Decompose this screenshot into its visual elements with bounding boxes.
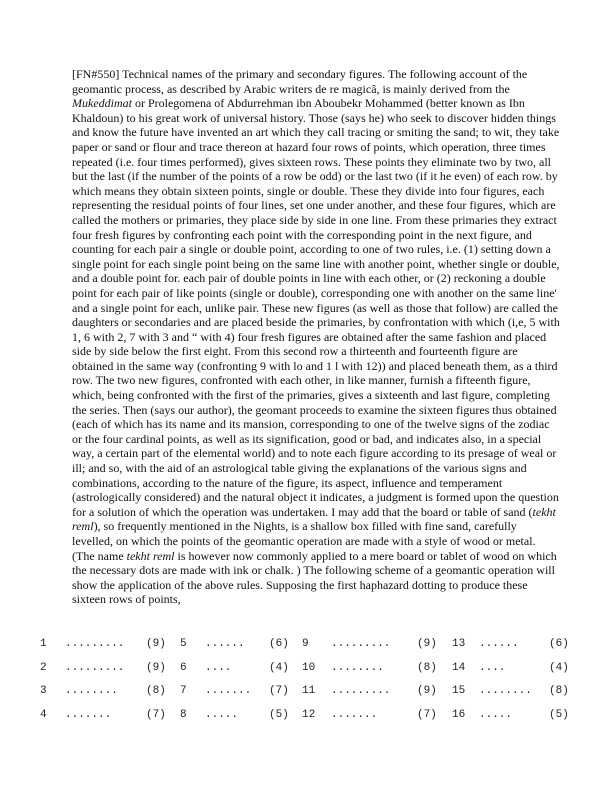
footnote-italic-title: Mukeddimat xyxy=(72,96,132,111)
figure-dots: ......... xyxy=(331,638,391,650)
figure-dots: ....... xyxy=(65,708,112,721)
figure-count: (7) xyxy=(146,708,166,721)
figure-count: (8) xyxy=(146,685,166,697)
figure-dots: .... xyxy=(479,661,506,674)
figure-dots: ..... xyxy=(205,708,239,721)
figure-number: 2 xyxy=(40,661,47,674)
figure-number: 9 xyxy=(302,638,309,650)
figure-number: 7 xyxy=(180,685,187,697)
footnote-text: or Prolegomena of Abdurrehman ibn Aboubekr Mohammed (better known as Ibn Khaldoun) to his great work of universal history. Those (says he) who seek to discover hidden things and know the future have invented an art which they call tracing or smiting the sand; to wit, they take paper or sand or flour and trace thereon at hazard four rows of points, which operation, three times repeated (i.e. four times performed), gives sixteen rows. These points they eliminate two by two, all but the last (if the number of the points of a row be odd) or the last two (if it he even) of each row. by which means they obtain sixteen points, single or double. These they divide into four figures, each representing the residual points of four lines, set one under another, and these four figures, which are called the mothers or primaries, they place side by side in one line. From these primaries they extract four fresh figures by confronting each point with the corresponding point in the next figure, and counting for each pair a single or double point, according to one of two rules, i.e. (1) setting down a single point for each single point being on the same line with another point, whether single or double, and a double point for. each pair of double points in line with each other, or (2) reckoning a double point for each pair of like points (single or double), corresponding one with another on the same line' and a single point for each, unlike pair. These new figures (as well as those that follow) are called the daughters or secondaries and are placed beside the primaries, by confrontation with which (i,e, 5 with 1, 6 with 2, 7 with 3 and “ with 4) four fresh figures are obtained after the same fashion and placed side by side below the first eight. From this second row a thirteenth and fourteenth figure are obtained in the same way (confronting 9 with lo and 1 l with 12)) and placed beneath them, as a third row. The two new figures, confronted with each other, in like manner, furnish a fifteenth figure, which, being confronted with the first of the primaries, gives a sixteenth and last figure, completing the series. Then (says our author), the geomant proceeds to examine the sixteen figures thus obtained (each of which has its name and its mansion, corresponding to one of the twelve signs of the zodiac or the four cardinal points, as well as its signification, good or bad, and indicates also, in a special way, a certain part of the elemental world) and to note each figure according to its presage of weal or ill; and so, with the aid of an astrological table giving the explanations of the various signs and combinations, according to the nature of the figure, its aspect, influence and temperament (astrologically considered) and the natural object it indicates, a judgment is formed upon the question for a solution of which the operation was undertaken. I may add that the board or table of sand ( xyxy=(72,96,560,519)
figure-count: (9) xyxy=(146,661,166,674)
figure-dots: ....... xyxy=(331,708,378,721)
figure-number: 16 xyxy=(452,708,466,721)
figure-number: 8 xyxy=(180,708,187,721)
figure-dots: .... xyxy=(205,661,232,674)
figure-count: (6) xyxy=(269,638,289,650)
figure-dots: ...... xyxy=(205,638,245,650)
figure-count: (4) xyxy=(269,661,289,674)
figure-number: 5 xyxy=(180,638,187,650)
figure-count: (5) xyxy=(269,708,289,721)
footnote-paragraph xyxy=(72,67,560,607)
figure-count: (9) xyxy=(417,638,437,650)
figure-count: (7) xyxy=(417,708,437,721)
figure-number: 12 xyxy=(302,708,316,721)
figure-dots: ........ xyxy=(65,685,118,697)
figure-dots: ......... xyxy=(331,685,391,697)
table-row xyxy=(40,685,580,709)
table-row xyxy=(40,638,580,662)
figure-count: (4) xyxy=(549,661,569,674)
footnote-italic-term: tekht reml xyxy=(72,504,556,534)
figure-number: 3 xyxy=(40,685,47,697)
table-row xyxy=(40,709,580,733)
figure-count: (6) xyxy=(549,638,569,650)
figure-count: (8) xyxy=(549,685,569,697)
figure-dots: ........ xyxy=(479,685,532,697)
figure-count: (8) xyxy=(417,661,437,674)
figure-dots: ...... xyxy=(479,638,519,650)
figure-count: (7) xyxy=(269,685,289,697)
footnote-italic-term: tekht reml xyxy=(126,548,175,563)
figure-count: (9) xyxy=(146,638,166,650)
figure-number: 1 xyxy=(40,638,47,650)
figure-number: 15 xyxy=(452,685,466,697)
figure-dots: ....... xyxy=(205,685,252,697)
figure-dots: ........ xyxy=(331,661,384,674)
figure-dots: ......... xyxy=(65,638,125,650)
figure-number: 14 xyxy=(452,661,466,674)
table-row xyxy=(40,662,580,686)
figure-number: 6 xyxy=(180,661,187,674)
figure-dots: ......... xyxy=(65,661,125,674)
footnote-text: ), so frequently mentioned in the Nights, is a shallow box filled with fine sand, carefully levelled, on which the points of the geomantic operation are made with a style of wood or metal. (The name xyxy=(72,519,536,563)
figure-count: (5) xyxy=(549,708,569,721)
figure-number: 4 xyxy=(40,708,47,721)
figure-count: (9) xyxy=(417,685,437,697)
footnote-text: [FN#550] Technical names of the primary and secondary figures. The following account of the geomantic process, as described by Arabic writers de re magicâ, is mainly derived from the xyxy=(72,67,528,96)
figure-number: 13 xyxy=(452,638,466,650)
figure-dots: ..... xyxy=(479,708,513,721)
figure-number: 11 xyxy=(302,685,316,697)
footnote-text: is however now commonly applied to a mere board or tablet of wood on which the necessary dots are made with ink or chalk. ) The following scheme of a geomantic operation will show the application of the above rules. Supposing the first haphazard dotting to produce these sixteen rows of points, xyxy=(72,548,557,607)
figure-number: 10 xyxy=(302,661,316,674)
geomantic-dot-table xyxy=(40,638,580,732)
